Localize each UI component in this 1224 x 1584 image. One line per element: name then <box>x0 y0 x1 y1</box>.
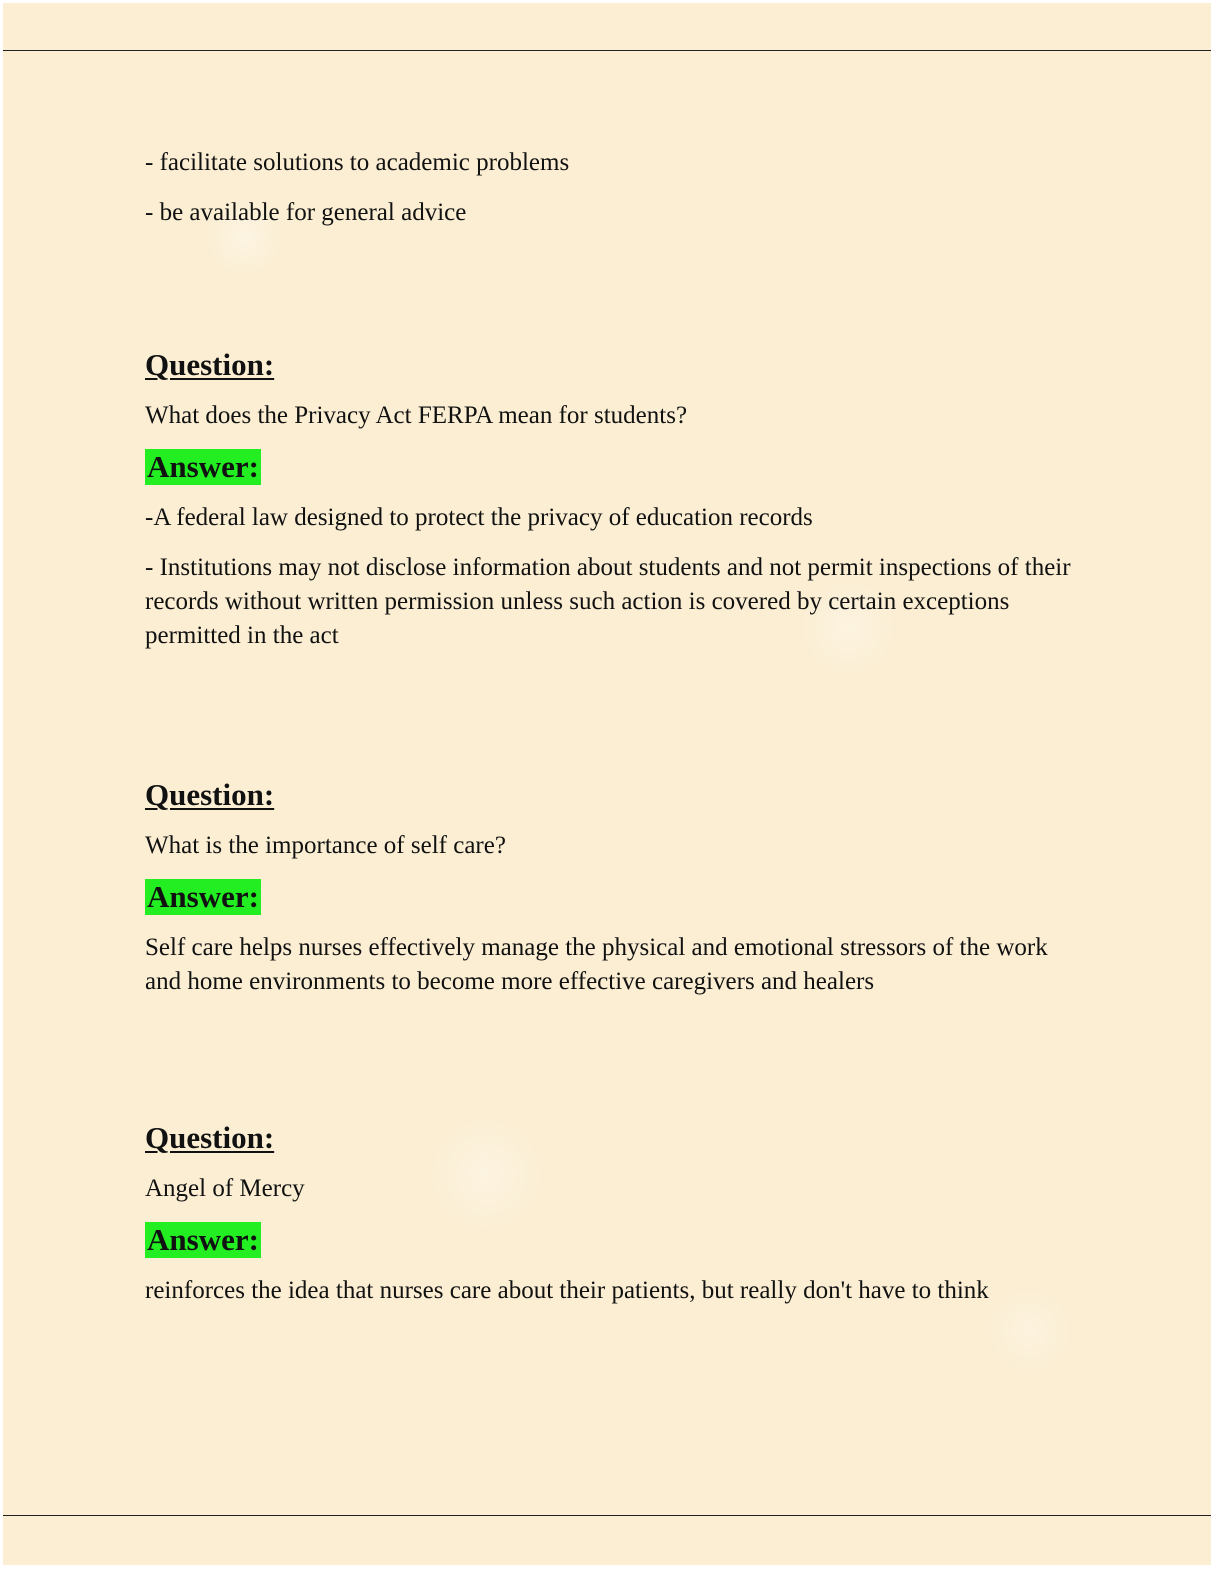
question-label: Question: <box>145 347 275 382</box>
intro-list <box>145 146 1075 230</box>
header-rule <box>3 50 1211 51</box>
answer-label: Answer: <box>147 1222 259 1257</box>
question-label: Question: <box>145 1120 275 1155</box>
question-text: What is the importance of self care? <box>145 832 506 859</box>
answer-line: - Institutions may not disclose information about students and not permit inspections of their records without written permission unless such action is covered by certain exceptions permitted in the act <box>145 554 1071 649</box>
answer-body <box>145 1274 1075 1308</box>
document-page <box>3 3 1211 1565</box>
footer-rule <box>3 1515 1211 1516</box>
answer-body <box>145 501 1075 653</box>
question-text: Angel of Mercy <box>145 1175 305 1202</box>
answer-line: -A federal law designed to protect the privacy of education records <box>145 504 813 531</box>
qa-item <box>145 777 1075 999</box>
answer-label: Answer: <box>147 879 259 914</box>
answer-line: reinforces the idea that nurses care about their patients, but really don't have to think <box>145 1277 989 1304</box>
intro-line: - be available for general advice <box>145 199 467 226</box>
qa-item <box>145 1120 1075 1308</box>
answer-line: Self care helps nurses effectively manage the physical and emotional stressors of the work and home environments to become more effective caregivers and healers <box>145 934 1048 995</box>
intro-line: - facilitate solutions to academic problems <box>145 149 570 176</box>
question-text: What does the Privacy Act FERPA mean for students? <box>145 402 688 429</box>
page-content <box>145 146 1075 1304</box>
answer-label: Answer: <box>147 449 259 484</box>
answer-body <box>145 931 1075 999</box>
question-label: Question: <box>145 777 275 812</box>
qa-item <box>145 347 1075 653</box>
